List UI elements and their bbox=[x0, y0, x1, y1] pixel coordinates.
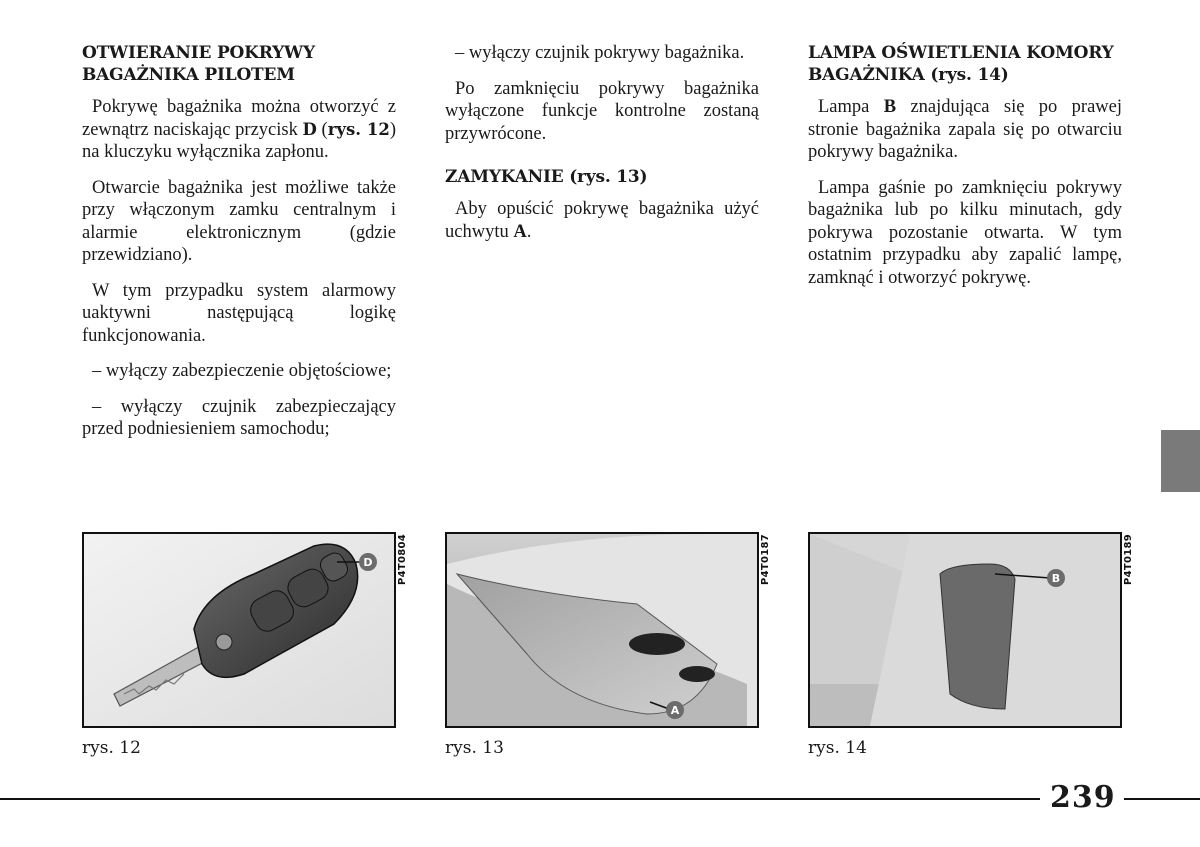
figure-trunk-handle bbox=[445, 532, 759, 728]
figure-caption: rys. 12 bbox=[82, 738, 141, 758]
figure-code: P4T0187 bbox=[760, 534, 771, 586]
figure-code: P4T0804 bbox=[397, 534, 408, 586]
callout-d: D bbox=[363, 556, 373, 569]
section-heading-trunk-lamp: LAMPA OŚWIETLENIA KOMORY BAGAŻNIKA (rys. 14) bbox=[808, 43, 1114, 85]
section-heading-remote-open bbox=[82, 42, 396, 86]
callout-b: B bbox=[1051, 572, 1061, 585]
figure-caption: rys. 13 bbox=[445, 738, 504, 758]
heading-line: OTWIERANIE POKRYWY bbox=[82, 43, 315, 63]
figure-code: P4T0189 bbox=[1123, 534, 1134, 586]
list-item: – wyłączy zabezpieczenie objętościowe; bbox=[92, 361, 392, 381]
chapter-tab bbox=[1161, 430, 1200, 492]
page-number: 239 bbox=[1050, 780, 1116, 815]
list-item: – wyłączy czujnik zabezpieczający przed podniesieniem samochodu; bbox=[82, 396, 396, 439]
figure-caption: rys. 14 bbox=[808, 738, 867, 758]
heading-line: BAGAŻNIKA PILOTEM bbox=[82, 65, 295, 85]
paragraph: W tym przypadku system alarmowy uaktywni następującą logikę funkcjonowania. bbox=[82, 280, 396, 346]
section-heading-closing: ZAMYKANIE (rys. 13) bbox=[445, 167, 648, 187]
paragraph: Po zamknięciu pokrywy bagażnika wyłączone funkcje kontrolne zostaną przywrócone. bbox=[445, 78, 759, 144]
column-2 bbox=[445, 42, 759, 256]
paragraph: Aby opuścić pokrywę bagażnika użyć uchwytu A. bbox=[445, 199, 759, 242]
footer-rule bbox=[1124, 798, 1200, 800]
callout-a: A bbox=[670, 704, 680, 717]
paragraph: Otwarcie bagażnika jest możliwe także przy włączonym zamku centralnym i alarmie elektronicznym (gdzie przewidziano). bbox=[82, 177, 396, 265]
column-3 bbox=[808, 42, 1122, 302]
paragraph: Lampa B znajdująca się po prawej stronie bagażnika zapala się po otwarciu pokrywy bagażnika. bbox=[808, 97, 1122, 162]
figure-key-fob bbox=[82, 532, 396, 728]
paragraph: Lampa gaśnie po zamknięciu pokrywy bagażnika lub po kilku minutach, gdy pokrywa pozostanie otwarta. W tym ostatnim przypadku aby zapalić lampę, zamknąć i otworzyć pokrywę. bbox=[808, 177, 1122, 288]
column-1 bbox=[82, 42, 396, 454]
figure-trunk-lamp bbox=[808, 532, 1122, 728]
footer-rule bbox=[0, 798, 1040, 800]
paragraph: Pokrywę bagażnika można otworzyć z zewnątrz naciskając przycisk D (rys. 12) na kluczyku wyłącznika zapłonu. bbox=[82, 97, 396, 162]
list-item: – wyłączy czujnik pokrywy bagażnika. bbox=[455, 43, 745, 63]
